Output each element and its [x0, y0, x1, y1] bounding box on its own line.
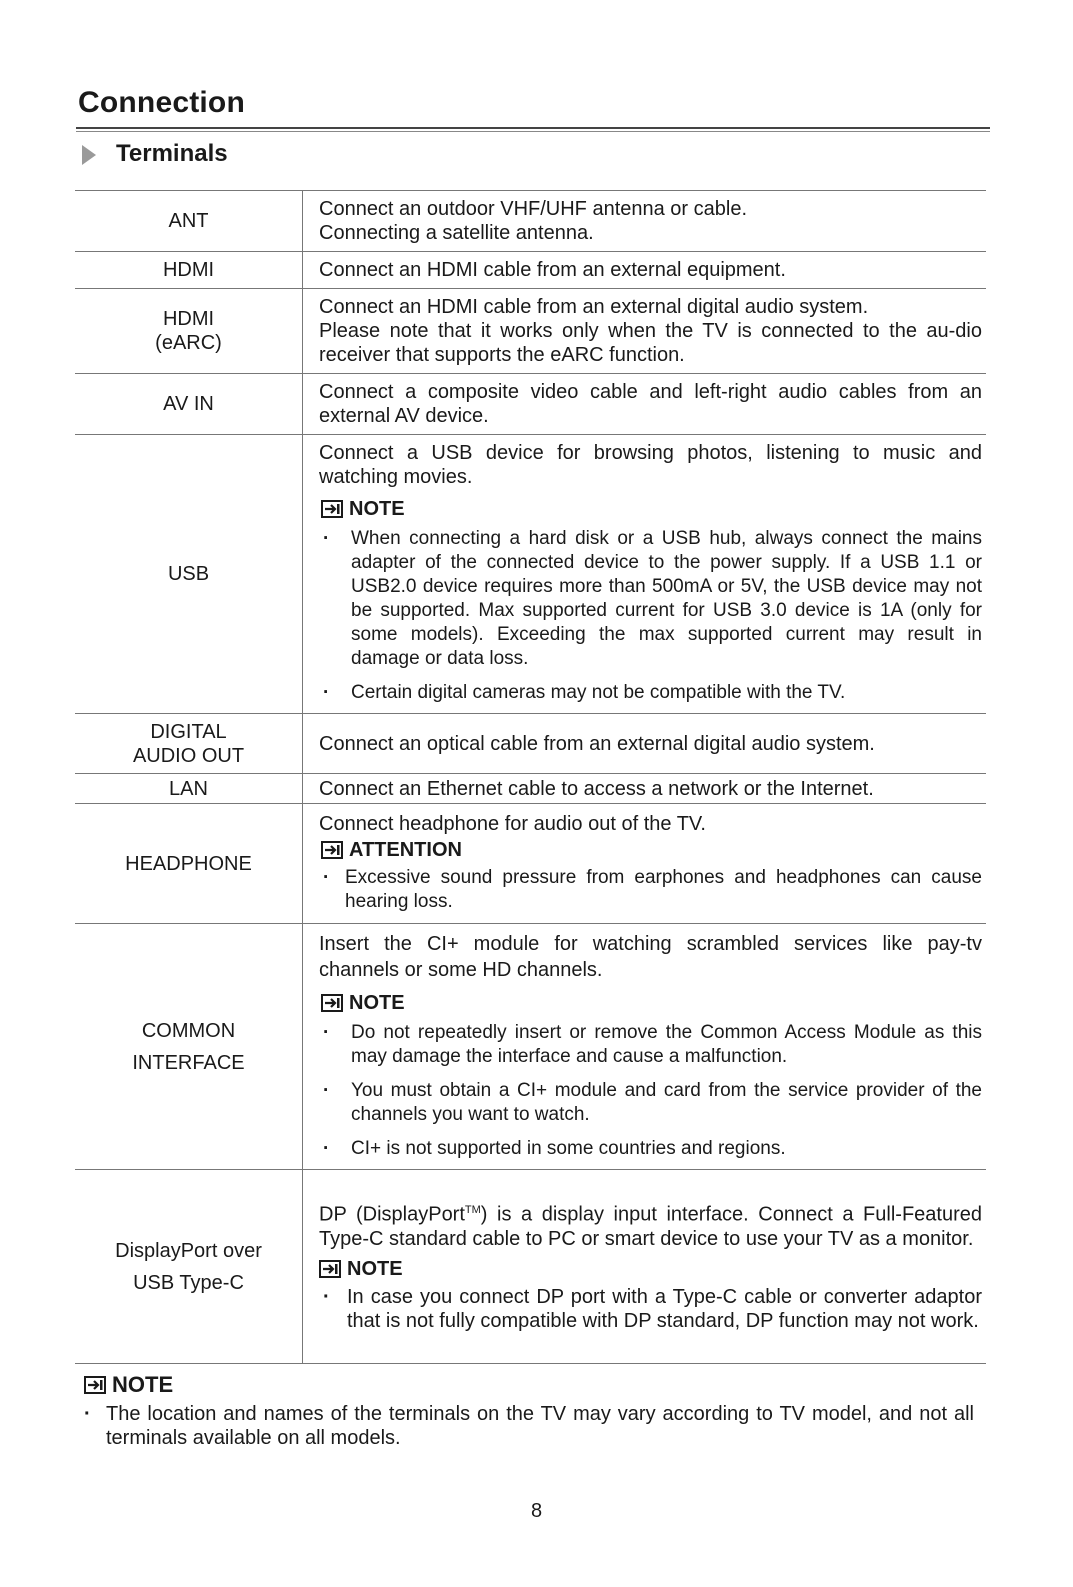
- list-item: · Certain digital cameras may not be compatible with the TV.: [319, 681, 982, 705]
- terminal-name: DisplayPort over USB Type-C: [75, 1170, 303, 1364]
- attention-list: [319, 866, 982, 914]
- list-item: · CI+ is not supported in some countries and regions.: [319, 1137, 982, 1161]
- terminal-description: Connect an optical cable from an external digital audio system.: [303, 714, 987, 774]
- page-title: Connection: [78, 86, 245, 119]
- list-item: · The location and names of the terminals on the TV may vary according to TV model, and not all terminals available on all models.: [84, 1402, 974, 1450]
- terminal-description: Insert the CI+ module for watching scrambled services like pay-tv channels or some HD channels. NOTE · Do not repeatedly insert or remove the Common Access Module as this may damage the interface and cause a malfunction. · You must obtain a CI+ module and card from the service provider of the channels you want to watch. · CI+ is not supported in some countries and regions.: [303, 924, 987, 1170]
- note-heading: NOTE: [84, 1372, 974, 1398]
- trademark-mark: TM: [464, 1204, 481, 1217]
- list-item: · Do not repeatedly insert or remove the Common Access Module as this may damage the interface and cause a malfunction.: [319, 1021, 982, 1069]
- table-row: [75, 289, 986, 374]
- terminal-description: Connect an HDMI cable from an external digital audio system. Please note that it works only when the TV is connected to the au-dio receiver that supports the eARC function.: [303, 289, 987, 374]
- terminal-description: Connect a USB device for browsing photos, listening to music and watching movies. NOTE · When connecting a hard disk or a USB hub, always connect the mains adapter of the connected device to the power supply. If a USB 1.1 or USB2.0 device requires more than 500mA or 5V, the USB device may not be supported. Max supported current for USB 3.0 device is 1A (only for some models). Exceeding the max supported current may result in damage or data loss. · Certain digital cameras may not be compatible with the TV.: [303, 435, 987, 714]
- note-list: [319, 527, 982, 705]
- list-item: · Excessive sound pressure from earphones and headphones can cause hearing loss.: [319, 866, 982, 914]
- play-arrow-icon: [82, 145, 96, 165]
- note-heading: NOTE: [319, 1257, 982, 1281]
- table-row: [75, 924, 986, 1170]
- terminal-name: AV IN: [75, 374, 303, 435]
- list-item: · When connecting a hard disk or a USB hub, always connect the mains adapter of the connected device to the power supply. If a USB 1.1 or USB2.0 device requires more than 500mA or 5V, the USB device may not be supported. Max supported current for USB 3.0 device is 1A (only for some models). Exceeding the max supported current may result in damage or data loss.: [319, 527, 982, 671]
- note-icon: [321, 994, 343, 1012]
- terminal-name: USB: [75, 435, 303, 714]
- terminal-description: Connect headphone for audio out of the TV. ATTENTION · Excessive sound pressure from earphones and headphones can cause hearing loss.: [303, 804, 987, 924]
- attention-heading: ATTENTION: [321, 838, 982, 862]
- terminal-description: Connect an Ethernet cable to access a network or the Internet.: [303, 774, 987, 804]
- section-heading: [82, 140, 228, 168]
- note-icon: [84, 1376, 106, 1394]
- footer-note: [84, 1372, 974, 1452]
- attention-icon: [321, 841, 343, 859]
- table-row: [75, 252, 986, 289]
- note-list: [84, 1402, 974, 1450]
- list-item: · In case you connect DP port with a Type-C cable or converter adaptor that is not fully compatible with DP standard, DP function may not work.: [319, 1285, 982, 1333]
- terminal-description: Connect an outdoor VHF/UHF antenna or cable. Connecting a satellite antenna.: [303, 191, 987, 252]
- terminals-table: [75, 190, 986, 1364]
- table-row: [75, 374, 986, 435]
- section-title: Terminals: [116, 140, 228, 167]
- note-list: [319, 1285, 982, 1333]
- terminal-description: Connect a composite video cable and left-right audio cables from an external AV device.: [303, 374, 987, 435]
- terminal-description: Connect an HDMI cable from an external equipment.: [303, 252, 987, 289]
- table-row: [75, 714, 986, 774]
- terminal-name: DIGITAL AUDIO OUT: [75, 714, 303, 774]
- table-row: [75, 1170, 986, 1364]
- table-row: [75, 804, 986, 924]
- note-icon: [319, 1260, 341, 1278]
- terminal-description: DP (DisplayPort™) is a display input interface. Connect a Full-Featured Type-C standard cable to PC or smart device to use your TV as a monitor. NOTE · In case you connect DP port with a Type-C cable or converter adaptor that is not fully compatible with DP standard, DP function may not work.: [303, 1170, 987, 1364]
- page-number: 8: [530, 1500, 543, 1522]
- terminal-name: LAN: [75, 774, 303, 804]
- list-item: · You must obtain a CI+ module and card from the service provider of the channels you want to watch.: [319, 1079, 982, 1127]
- title-divider: [76, 127, 990, 129]
- terminal-name: HDMI (eARC): [75, 289, 303, 374]
- table-row: [75, 774, 986, 804]
- note-list: [319, 1021, 982, 1161]
- terminal-name: ANT: [75, 191, 303, 252]
- terminal-name: COMMON INTERFACE: [75, 924, 303, 1170]
- title-divider-thin: [76, 131, 990, 132]
- terminal-name: HDMI: [75, 252, 303, 289]
- note-icon: [321, 500, 343, 518]
- terminal-name: HEADPHONE: [75, 804, 303, 924]
- table-row: [75, 191, 986, 252]
- note-heading: NOTE: [321, 991, 982, 1015]
- note-heading: NOTE: [321, 497, 982, 521]
- table-row: [75, 435, 986, 714]
